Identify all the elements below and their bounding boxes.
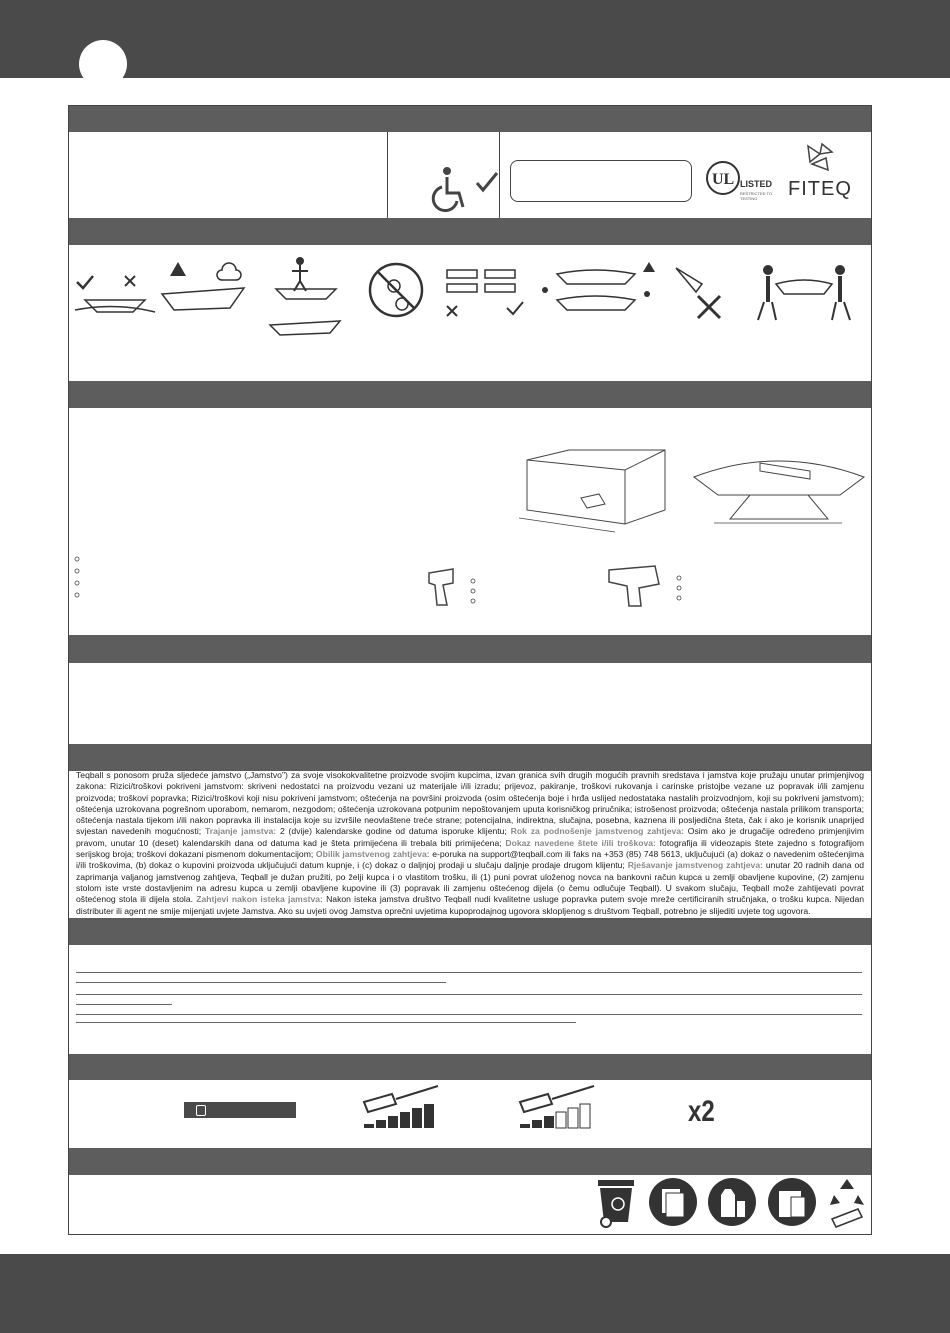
section-bar-installation xyxy=(69,381,871,408)
section-bar-disposal xyxy=(69,1148,871,1175)
no-sharp-objects-icon xyxy=(672,262,732,320)
top-header-band xyxy=(0,0,950,78)
section-bar-tools xyxy=(69,1054,871,1080)
fiteq-logo-text: FITEQ xyxy=(788,178,852,200)
warranty-heading-proof: Dokaz navedene štete i/ili troškova: xyxy=(505,837,656,848)
recycling-symbol-icon xyxy=(828,1175,866,1230)
notes-line xyxy=(76,994,862,995)
ul-listed-label: LISTED xyxy=(740,179,773,189)
warranty-proof: fotografija ili videozapis štete zajedno s fotografijom serijskog broja; troškovi dokazani pismenom dokumentacijom; xyxy=(76,837,864,860)
section-bar-warranty xyxy=(69,744,871,771)
warranty-heading-resolution: Rješavanje jamstvenog zahtjeva: xyxy=(627,860,763,871)
screwdriver-low-torque-icon xyxy=(518,1080,600,1130)
plastic-recycling-icon xyxy=(707,1177,757,1227)
bottom-footer-band xyxy=(0,1254,950,1333)
fiteq-logo-icon xyxy=(800,140,840,176)
no-climbing-icon xyxy=(270,255,350,340)
adult-supervision-icon xyxy=(535,260,660,318)
spirit-level-icon xyxy=(184,1102,296,1118)
warranty-intro: Teqball s ponosom pruža sljedeće jamstvo („Jamstvo") za svoje visokokvalitetne proizvode svojim kupcima, izvan granica svih drugih mogućih pravnih sredstava i jamstva koje pružaju unutar primjenjivog zakona: Rizici/troškovi pokriveni jamstvom: skriveni nedostatci na proizvodu vezani uz materijale i/ili izradu; prijevoz, pakiranje, troškovi rukovanja i carinske pristojbe vezane uz popravak i/ili zamjenu proizvoda; troškovi popravka; Rizici/troškovi koji nisu pokriveni jamstvom; oštećenja na površini proizvoda (osim oštećenja boje i hrđa uslijed nedostataka nastalih proizvodnjom, koji su pokriveni jamstvom); oštećenja uzrokovana pogrešnom uporabom, nemarom, nezgodom; oštećenja uzrokovana potpunim nepoštovanjem uputa korisničkog priručnika; istrošenost proizvoda; oštećenja nastala prilikom transporta; oštećenja nastala tijekom i/ili nakon popravka ili instalacija koje su izvršile neovlaštene treće strane; potencijalna, indirektna, slučajna, posebna, kaznena ili posljedična šteta, čak i ako je korisnik unaprijed svjestan navedenih mogućnosti; xyxy=(76,770,864,837)
installation-space-diagram xyxy=(515,450,685,535)
section-bar-product-info xyxy=(69,106,871,132)
cordless-drill-icon xyxy=(425,565,485,610)
section-bar-maintenance xyxy=(69,635,871,663)
notes-line xyxy=(76,1014,862,1015)
correct-incorrect-surface-icon xyxy=(75,262,155,322)
warranty-scope: e-poruka na support@teqball.com ili faks na +353 (85) 748 5613, uključujući (a) dokaz o navedenim oštećenjima i/ili troškovima, (b) dokaz o kupovini proizvoda uključujući datum kupnje, i (c) dokaz o daljnjoj prodaji u slučaju daljnje prodaje drugom klijentu; xyxy=(76,849,864,871)
cardboard-recycling-icon xyxy=(767,1177,817,1227)
ul-listed-sub: RESTRICTED TO TESTING xyxy=(740,191,773,201)
paper-recycling-icon xyxy=(648,1177,698,1227)
notes-line xyxy=(76,972,862,973)
bolt-list-icon xyxy=(73,556,87,608)
warranty-deadline: Osim ako je drugačije određeno primjenjivim pravom, unutar 10 (deset) kalendarskih dana od datuma kad je šteta primijećena ili trebala biti primijećena; xyxy=(76,826,864,848)
warranty-heading-deadline: Rok za podnošenje jamstvenog zahtjeva: xyxy=(510,826,684,837)
weather-warning-icon xyxy=(160,258,245,318)
wheelie-bin-icon xyxy=(596,1178,636,1228)
warranty-heading-scope: Obilik jamstvenog zahtjeva: xyxy=(315,849,430,860)
section-bar-notes xyxy=(69,918,871,945)
ul-listed-logo-icon xyxy=(705,160,741,196)
screwdriver-torque-icon xyxy=(362,1080,444,1130)
serial-number-box xyxy=(510,160,692,202)
warranty-heading-duration: Trajanje jamstva: xyxy=(204,826,277,837)
tool-quantity-label: x2 xyxy=(688,1095,715,1128)
two-person-lift-icon xyxy=(748,262,860,322)
warranty-resolution: unutar 20 radnih dana od zaprimanja valjanog jamstvenog zahtjeva, Teqball je dužan pružiti, po želji kupca i o vlastitom trošku, ili (1) puni povrat uloženog novca na bankovni račun kupca u zemlji obavljene kupovine, (2) zamjenu stolom iste vrste dostavljenim na adresu kupca u zemlji obavljene kupovine ili (3) popravak ili zamjenu oštećenog dijela (o čemu odlučuje Teqball). U svakom slučaju, Teqball može zahtijevati povrat oštećenog stola ili dijela stola. xyxy=(76,860,865,905)
warranty-text xyxy=(76,770,864,917)
section-bar-safety xyxy=(69,218,871,245)
page-number-circle xyxy=(79,40,127,88)
notes-line xyxy=(76,1022,576,1023)
stacking-rule-icon xyxy=(445,268,525,318)
divider xyxy=(387,132,388,218)
notes-line xyxy=(76,1004,172,1005)
impact-drill-icon xyxy=(605,560,687,610)
notes-line xyxy=(76,982,446,983)
teqball-table-diagram xyxy=(690,453,868,531)
warranty-duration: 2 (dvije) kalendarske godine od datuma isporuke klijentu; xyxy=(276,826,511,837)
svg-text:UL: UL xyxy=(712,171,735,188)
warranty-heading-after: Zahtjevi nakon isteka jamstva: xyxy=(196,894,323,905)
no-children-unattended-icon xyxy=(368,262,424,318)
warranty-after: Nakon isteka jamstva društvo Teqball nudi kvalitetne usluge popravka putem svoje mreže certificiranih stručnjaka, o trošku kupca. Nijedan distributer ili agent ne smije mijenjati uvjete Jamstva. Ako su uvjeti ovog Jamstva oprečni uvjetima kupoprodajnog ugovora sklopljenog s društvom Teqball, potrebno je slijediti uvjete tog ugovora. xyxy=(76,894,864,916)
wheelchair-accessible-icon xyxy=(425,163,505,218)
